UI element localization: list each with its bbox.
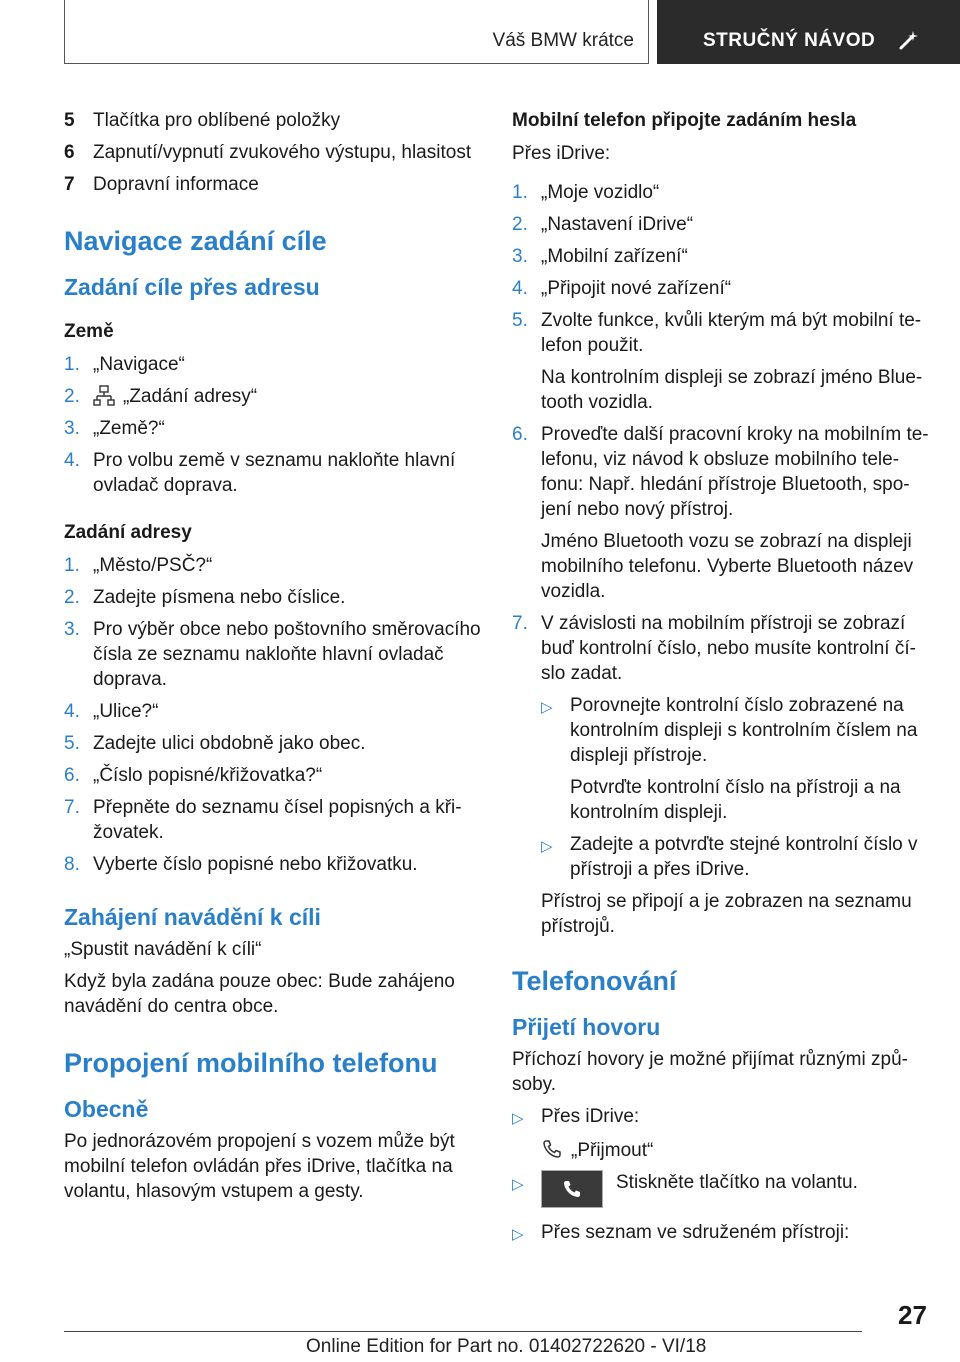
step-note: Přístroj se připojí a je zobrazen na seznamu přístrojů. (541, 891, 912, 937)
heading-navigation: Navigace zadání cíle (64, 226, 327, 256)
triangle-bullet-icon: ▷ (512, 1176, 524, 1193)
bullet-item: ▷ Stiskněte tlačítko na volantu. (512, 1170, 932, 1208)
triangle-bullet-icon: ▷ (512, 1110, 524, 1127)
step-item: 5. Zadejte ulici obdobně jako obec. (64, 733, 366, 754)
step-note: Jméno Bluetooth vozu se zobrazí na displeji mobilního telefonu. Vyberte Bluetooth název vozidla. (541, 531, 914, 602)
triangle-bullet-icon: ▷ (512, 1226, 524, 1243)
right-column (512, 108, 932, 1254)
wand-icon (897, 28, 921, 52)
heading-country: Země (64, 321, 114, 342)
heading-accept-call: Přijetí hovoru (512, 1014, 661, 1040)
step-item: 7. V závislosti na mobilním přístroji se zobrazí buď kontrolní číslo, nebo musíte kontrolní číslo zadat. (512, 613, 916, 684)
list-item: 5 Tlačítka pro oblíbené položky (64, 110, 341, 131)
paragraph: Po jednorázovém propojení s vozem může být mobilní telefon ovládán přes iDrive, tlačítka na volantu, hlasovým vstupem a gesty. (64, 1131, 455, 1202)
triangle-bullet-icon: ▷ (541, 838, 553, 855)
step-item: 3. „Mobilní zařízení“ (512, 246, 688, 267)
step-item: 7. Přepněte do seznamu čísel popisných a křižovatek. (64, 797, 462, 843)
page-number: 27 (898, 1300, 927, 1330)
step-item: 3. „Země?“ (64, 418, 165, 439)
heading-start-guidance: Zahájení navádění k cíli (64, 904, 321, 930)
header-chapter-title: STRUČNÝ NÁVOD (703, 30, 876, 51)
step-item: 4. „Ulice?“ (64, 701, 159, 722)
header-section-title: Váš BMW krátce (492, 30, 634, 51)
step-item: 1. „Město/PSČ?“ (64, 555, 213, 576)
paragraph: Přes iDrive: (512, 143, 611, 164)
bullet-item: ▷ Přes seznam ve sdruženém přístroji: (512, 1220, 932, 1247)
triangle-bullet-icon: ▷ (541, 699, 553, 716)
step-item: 4. Pro volbu země v seznamu nakloňte hlavní ovladač doprava. (64, 450, 456, 496)
step-item: 1. „Navigace“ (64, 354, 185, 375)
heading-general: Obecně (64, 1096, 149, 1122)
footer-divider (64, 1331, 862, 1332)
step-item: 2. Zadejte písmena nebo číslice. (64, 587, 346, 608)
bullet-item: ▷ Porovnejte kontrolní číslo zobrazené na kontrolním displeji s kontrolním číslem na displeji přístroje. (541, 695, 918, 766)
step-item: 2. „Nastavení iDrive“ (512, 214, 694, 235)
bullet-note: Potvrďte kontrolní číslo na přístroji a na kontrolním displeji. (570, 777, 901, 823)
steering-wheel-phone-button (541, 1170, 603, 1208)
footer-edition: Online Edition for Part no. 01402722620 - VI/18 (306, 1336, 707, 1357)
step-item: 6. „Číslo popisné/křižovatka?“ (64, 765, 323, 786)
step-item: 1. „Moje vozidlo“ (512, 182, 660, 203)
heading-pair-phone: Mobilní telefon připojte zadáním hesla (512, 110, 857, 131)
header-chapter-box (657, 0, 960, 64)
step-item: 4. „Připojit nové zařízení“ (512, 278, 732, 299)
step-item: 2. „Zadání adresy“ (64, 386, 258, 407)
step-item: 3. Pro výběr obce nebo poštovního směrovacího čísla ze seznamu nakloňte hlavní ovladač doprava. (64, 619, 481, 690)
left-column (64, 108, 484, 1211)
paragraph: „Spustit navádění k cíli“ (64, 939, 262, 960)
step-item: 5. Zvolte funkce, kvůli kterým má být mobilní telefon použit. (512, 310, 922, 356)
heading-address: Zadání adresy (64, 522, 192, 543)
bullet-note: „Přijmout“ (541, 1138, 932, 1163)
heading-phone-connection: Propojení mobilního telefonu (64, 1048, 438, 1078)
step-item: 6. Proveďte další pracovní kroky na mobilním telefonu, viz návod k obsluze mobilního telefonu: Např. hledání přístroje Bluetooth, spojení nebo nový přístroj. (512, 424, 929, 520)
step-note: Na kontrolním displeji se zobrazí jméno Bluetooth vozidla. (541, 367, 923, 413)
phone-accept-icon (541, 1138, 563, 1160)
header-section-box (64, 0, 649, 64)
paragraph: Příchozí hovory je možné přijímat různými způsoby. (512, 1049, 908, 1095)
step-item: 8. Vyberte číslo popisné nebo křižovatku. (64, 854, 418, 875)
address-entry-icon (93, 384, 115, 406)
bullet-item: ▷ Přes iDrive: (512, 1104, 932, 1131)
paragraph: Když byla zadána pouze obec: Bude zahájeno navádění do centra obce. (64, 971, 455, 1017)
list-item: 6 Zapnutí/vypnutí zvukového výstupu, hlasitost (64, 142, 472, 163)
bullet-item: ▷ Zadejte a potvrďte stejné kontrolní číslo v přístroji a přes iDrive. (541, 834, 918, 880)
heading-telephony: Telefonování (512, 966, 677, 996)
heading-address-entry: Zadání cíle přes adresu (64, 274, 320, 300)
phone-icon (561, 1178, 583, 1200)
list-item: 7 Dopravní informace (64, 174, 259, 195)
